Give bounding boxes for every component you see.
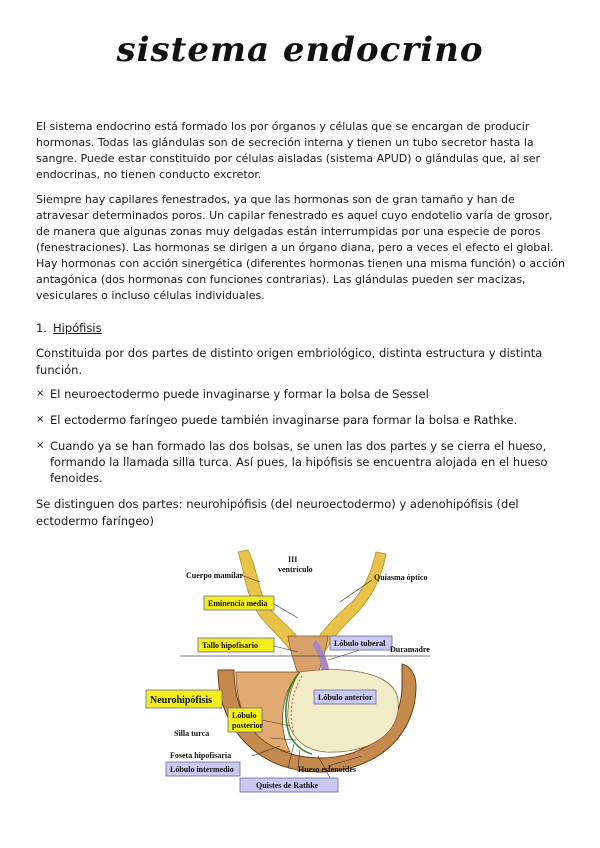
posterior-lobe-label-1: Lóbulo	[232, 711, 257, 720]
hypophyseal-fossa-label: Foseta hipofisaria	[170, 751, 232, 760]
list-item	[36, 386, 566, 402]
bullet-marker: ×	[36, 440, 45, 451]
neurohypophysis-label: Neurohipófisis	[150, 695, 213, 706]
intro-paragraph: El sistema endocrino está formado los por órganos y células que se encargan de producir hormonas. Todas las glándulas son de secreción interna y tienen un tubo secretor hasta la sangre. Puede estar constituido por células aisladas (sistema APUD) o glándulas que, al ser endocrinas, no tienen conducto excretor.	[36, 120, 541, 181]
duramadre-label: Duramadre	[390, 645, 430, 654]
hipofisis-paragraph: Constituida por dos partes de distinto origen embriológico, distinta estructura y distinta función.	[36, 346, 543, 377]
section-heading	[36, 321, 102, 335]
sphenoid-bone-label: Hueso esfenoides	[298, 765, 356, 774]
list-item	[36, 438, 566, 486]
rathke-cysts-label: Quistes de Rathke	[256, 781, 319, 790]
list-item	[36, 412, 566, 428]
section-number: 1.	[36, 321, 47, 335]
list-item-text: Cuando ya se han formado las dos bolsas, se unen las dos partes y se cierra el hueso, formando la llamada silla turca. Así pues, la hipófisis se encuentra alojada en el hueso fenoides.	[50, 439, 548, 485]
anterior-lobe-label: Lóbulo anterior	[318, 693, 373, 702]
list-item-text: El neuroectodermo puede invaginarse y formar la bolsa de Sessel	[50, 387, 429, 401]
section-title: Hipófisis	[52, 321, 102, 335]
pituitary-diagram	[140, 540, 470, 795]
tuberal-lobe-label: Lóbulo tuberal	[334, 639, 386, 648]
intermediate-lobe-label: Lóbulo intermedio	[170, 765, 234, 774]
bullet-marker: ×	[36, 414, 45, 425]
posterior-lobe-label-2: posterior	[232, 721, 264, 730]
parts-paragraph: Se distinguen dos partes: neurohipófisis (del neuroectodermo) y adenohipófisis (del ectodermo faríngeo)	[36, 497, 519, 528]
bullet-list	[36, 386, 566, 496]
list-item-text: El ectodermo faríngeo puede también invaginarse para formar la bolsa e Rathke.	[50, 413, 518, 427]
ventricle-number-label: III	[288, 555, 298, 564]
optic-chiasm-label: Quiasma óptico	[374, 573, 428, 582]
ventricle-label: ventrículo	[278, 565, 313, 574]
stalk-label: Tallo hipofisario	[202, 641, 258, 650]
page-title: sistema endocrino	[116, 30, 484, 70]
bullet-marker: ×	[36, 388, 45, 399]
median-eminence-label: Eminencia media	[208, 599, 268, 608]
mamillary-body-label: Cuerpo mamilar	[186, 571, 244, 580]
sella-turcica-label: Silla turca	[174, 729, 210, 738]
capillaries-paragraph: Siempre hay capilares fenestrados, ya que las hormonas son de gran tamaño y han de atravesar determinados poros. Un capilar fenestrado es aquel cuyo endotelio varía de grosor, de manera que algunas zonas muy delgadas están interrumpidas por una especie de poros (fenestraciones). Las hormonas se dirigen a un órgano diana, pero a veces el efecto el global. Hay hormonas con acción sinergética (diferentes hormonas tienen una misma función) o acción antagónica (dos hormonas con funciones contrarias). Las glándulas pueden ser macizas, vesiculares o incluso células individuales.	[36, 193, 565, 302]
